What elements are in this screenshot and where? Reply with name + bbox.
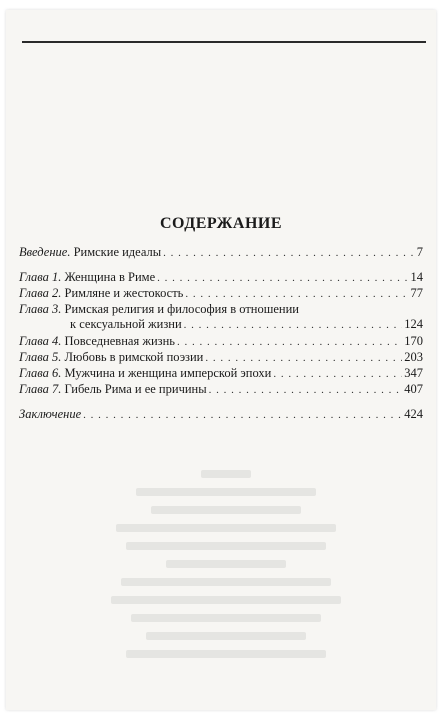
leader-dots [83,408,402,423]
entry-title: Римляне и жестокость [64,286,184,300]
toc-entry-chapter-6 [19,366,423,382]
leader-dots [209,383,403,398]
entry-title-continued: к сексуальной жизни [70,317,182,331]
page-number: 407 [404,382,423,396]
leader-dots [157,271,408,286]
top-rule [22,41,426,43]
bleed-through [96,460,356,690]
page-number: 77 [410,286,423,300]
entry-label: Глава 3. [19,302,62,316]
page-number: 424 [404,407,423,421]
entry-label: Глава 7. [19,382,62,396]
leader-dots [177,335,402,350]
entry-label: Глава 1. [19,270,62,284]
page-number: 7 [416,245,423,259]
toc-entry-conclusion [19,407,423,423]
book-page [6,10,436,710]
page-number: 124 [404,317,423,331]
entry-label: Заключение [19,407,82,421]
page-number: 203 [404,350,423,364]
entry-title: Любовь в римской поэзии [64,350,204,364]
entry-label: Введение. [19,245,71,259]
page-number: 170 [404,334,423,348]
leader-dots [273,367,402,382]
leader-dots [205,351,402,366]
entry-title: Повседневная жизнь [64,334,175,348]
toc-entry-chapter-3 [19,302,423,333]
toc-entry-introduction [19,245,423,261]
entry-label: Глава 2. [19,286,62,300]
leader-dots [163,246,415,261]
toc-entry-chapter-5 [19,350,423,366]
entry-label: Глава 5. [19,350,62,364]
toc-entry-chapter-2 [19,286,423,302]
contents-title: СОДЕРЖАНИЕ [159,215,283,232]
toc-entry-chapter-4 [19,334,423,350]
entry-label: Глава 4. [19,334,62,348]
entry-title: Женщина в Риме [64,270,156,284]
page-number: 14 [410,270,423,284]
entry-title: Мужчина и женщина имперской эпохи [64,366,272,380]
page-number: 347 [404,366,423,380]
entry-title: Римская религия и философия в отношении [64,302,299,316]
entry-title: Гибель Рима и ее причины [64,382,207,396]
leader-dots [185,287,408,302]
toc-entry-chapter-1 [19,270,423,286]
entry-label: Глава 6. [19,366,62,380]
leader-dots [184,318,403,333]
toc-entry-chapter-7 [19,382,423,398]
entry-title: Римские идеалы [73,245,162,259]
